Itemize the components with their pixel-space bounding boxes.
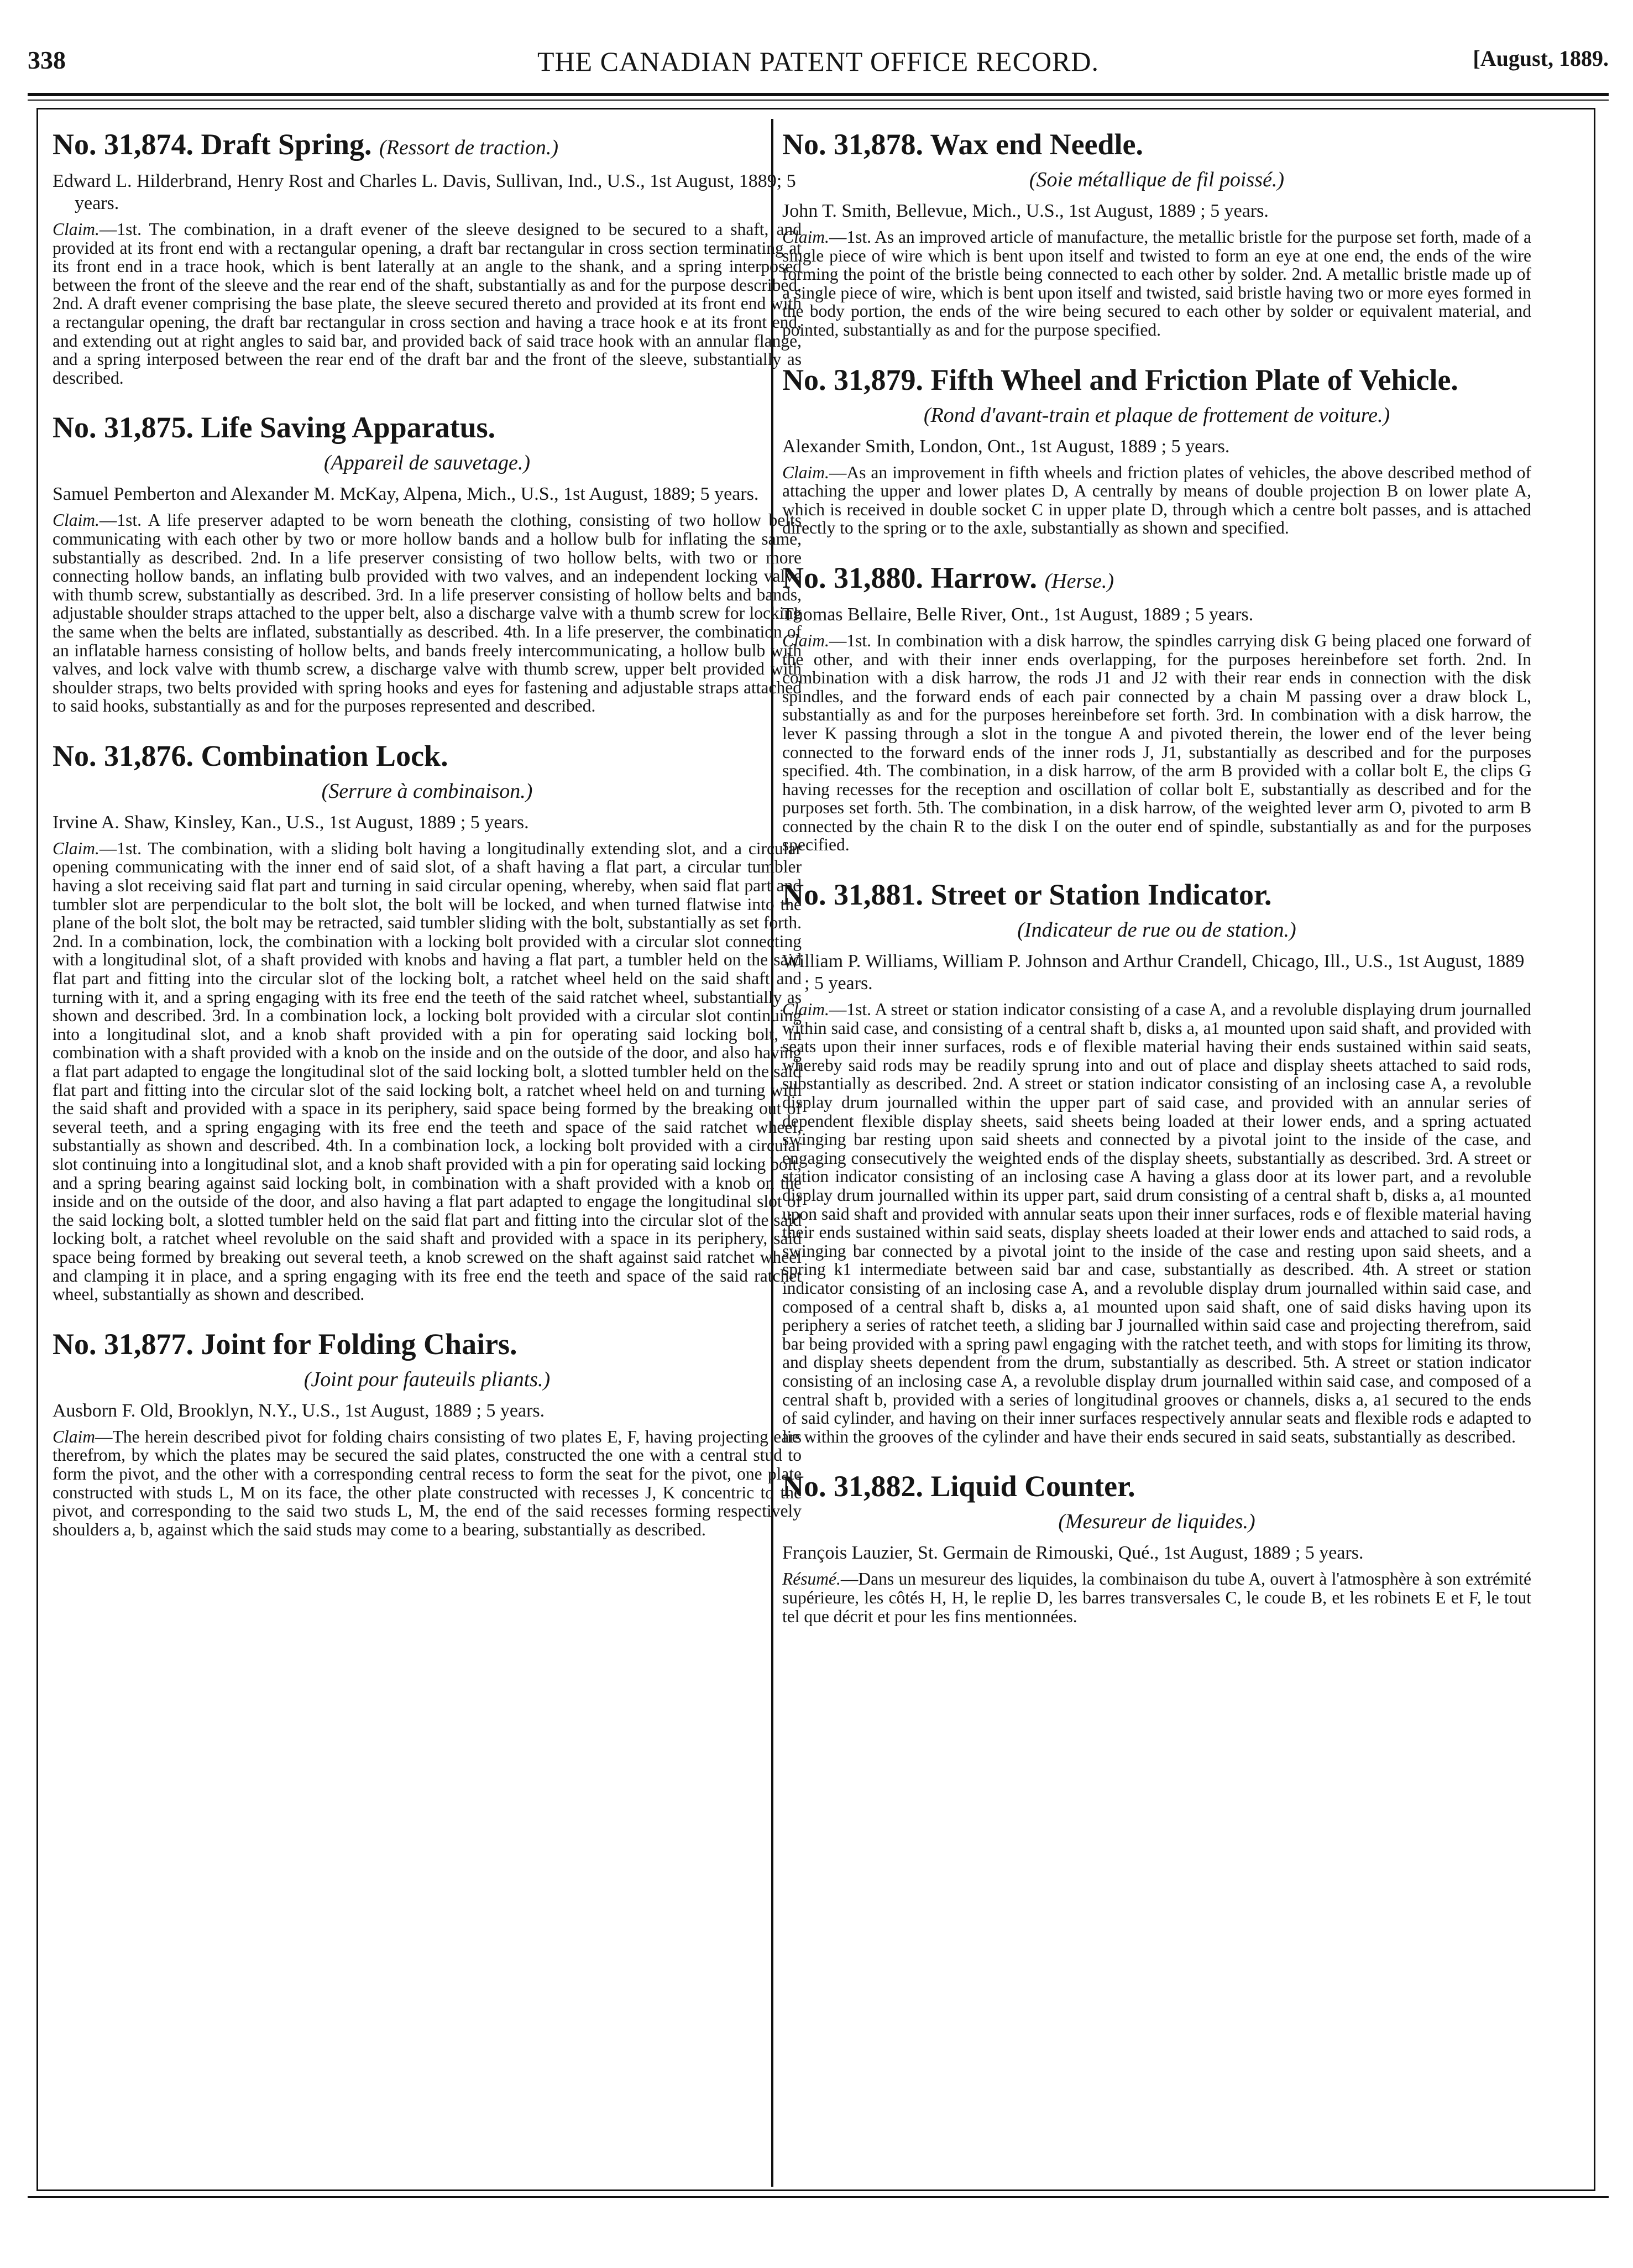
header-rule-thin [28, 100, 1609, 101]
patent-french-title: (Soie métallique de fil poissé.) [1029, 168, 1285, 191]
patent-title: No. 31,877. Joint for Folding Chairs. [53, 1327, 517, 1361]
patent-entry-31879 [782, 363, 1531, 537]
footer-rule [28, 2196, 1609, 2198]
patent-claim: Claim.—1st. A street or station indicator consisting of a case A, and a revoluble displaying drum journalled within said case, and consisting of a central shaft b, disks a, a1 mounted upon said shaft, and provided with seats upon their inner surfaces, rods e of flexible material having their ends sustained within said seats, whereby said rods may be readily sprung into and out of place and display sheets attached to said rods, substantially as described. 2nd. A street or station indicator consisting of an inclosing case A, a revoluble display drum journalled within the upper part of said case, and provided with an annular series of dependent flexible display sheets, said sheets being loaded at their lower ends, and a spring actuated swinging bar resting upon said sheets and connected by a pivotal joint to the inside of the case, and engaging consecutively the weighted ends of the display sheets, substantially as described. 3rd. A street or station indicator consisting of an inclosing case A having a glass door at its lower part, and a revoluble display drum journalled within its upper part, said drum consisting of a central shaft b, disks a, a1 mounted upon said shaft and provided with annular seats upon their inner surfaces, rods e of flexible material having their ends sustained within said seats, display sheets loaded at their lower ends and attached to said rods, a swinging bar connected by a pivotal joint to the inside of the case and resting upon said sheets, and a spring k1 intermediate between said bar and case, substantially as described. 4th. A street or station indicator consisting of an inclosing case A, and a revoluble display drum journalled within said case, and composed of a central shaft b, disks a, a1 mounted upon said shaft, one of said disks having upon its periphery a series of ratchet teeth, a sliding bar J journalled within said case and projecting therefrom, said bar being provided with a spring pawl engaging with the ratchet teeth, and with stops for limiting its throw, and display sheets dependent from the drum, substantially as described. 5th. A street or station indicator consisting of an inclosing case A, a revoluble display drum journalled within said case, and composed of a central shaft b, provided with a series of longitudinal grooves or channels, disks a, a1 secured to the ends of said cylinder, and having on their inner surfaces respectively annular seats and flexible rods e adapted to lie within the grooves of the cylinder and have their ends secured in said seats, substantially as described. [782, 1000, 1531, 1446]
header-rule-thick [28, 93, 1609, 96]
patent-inventor: François Lauzier, St. Germain de Rimouski, Qué., 1st August, 1889 ; 5 years. [782, 1543, 1364, 1564]
patent-inventor: Alexander Smith, London, Ont., 1st August, 1889 ; 5 years. [782, 436, 1230, 457]
patent-claim: Claim.—As an improvement in fifth wheels and friction plates of vehicles, the above described method of attaching the upper and lower plates D, A centrally by means of double projection B on lower plate A, which is received in double socket C in upper plate D, through which a centre bolt passes, and is attached directly to the spring or to the axle, substantially as shown and specified. [782, 462, 1531, 538]
patent-french-title: (Indicateur de rue ou de station.) [1017, 918, 1296, 942]
patent-french-title: (Serrure à combinaison.) [321, 779, 533, 803]
patent-title: No. 31,878. Wax end Needle. [782, 128, 1144, 161]
patent-inventor: Samuel Pemberton and Alexander M. McKay, Alpena, Mich., U.S., 1st August, 1889; 5 years. [53, 484, 759, 505]
patent-inventor: Edward L. Hilderbrand, Henry Rost and Charles L. Davis, Sullivan, Ind., U.S., 1st August, 1889; 5 years. [53, 171, 796, 213]
patent-title: No. 31,879. Fifth Wheel and Friction Plate of Vehicle. [782, 363, 1458, 396]
patent-title: No. 31,880. Harrow. (Herse.) [782, 561, 1114, 594]
patent-french-title: (Rond d'avant-train et plaque de frottement de voiture.) [923, 403, 1390, 427]
patent-french-title: (Ressort de traction.) [379, 136, 559, 159]
left-column [53, 127, 802, 2180]
patent-entry-31878 [782, 127, 1531, 339]
patent-french-title: (Joint pour fauteuils pliants.) [303, 1367, 551, 1391]
patent-entry-31882 [782, 1469, 1531, 1626]
patent-claim: Résumé.—Dans un mesureur des liquides, la combinaison du tube A, ouvert à l'atmosphère à son extrémité supérieure, les côtés H, H, le replie D, les barres transversales C, le coude B, et les robinets E et F, le tout tel que décrit et pour les fins mentionnées. [782, 1569, 1531, 1626]
patent-claim: Claim.—1st. The combination, with a sliding bolt having a longitudinally extending slot, and a circular opening communicating with the inner end of said slot, of a shaft having a flat part, a circular tumbler having a slot receiving said flat part and turning in said circular opening, whereby, when said flat part and tumbler slot are perpendicular to the bolt slot, the bolt will be locked, and when turned flatwise into the plane of the bolt slot, the bolt may be retracted, said tumbler sliding with the bolt, substantially as set forth. 2nd. In a combination, lock, the combination with a locking bolt provided with a circular slot connecting with a longitudinal slot, of a shaft provided with knobs and having a flat part, a tumbler held on the said flat part and fitting into the circular slot of the locking bolt, a ratchet wheel held on the said shaft and turning with it, and a spring engaging with its free end the teeth of the said ratchet wheel, substantially as shown and described. 3rd. In a combination lock, a locking bolt provided with a circular slot continuing into a longitudinal slot, and a knob shaft provided with a pin for operating said locking bolt, in combination with a shaft provided with a knob on the inside and on the outside of the door, and also having a flat part adapted to engage the longitudinal slot of the said locking bolt, a slotted tumbler held on the said flat part and fitting into the circular slot of the said locking bolt, a ratchet wheel held on and turning with the said shaft and provided with a space in its periphery, said space being formed by the breaking out of several teeth, and a spring engaging with its free end the teeth and space of the said ratchet wheel, substantially as shown and described. 4th. In a combination lock, a locking bolt provided with a circular slot continuing into a longitudinal slot, and a knob shaft provided with a pin for operating said locking bolt, and a spring bearing against said locking bolt, in combination with a shaft provided with a knob on the inside and on the outside of the door, and also having a flat part adapted to engage the longitudinal slot of the said locking bolt, a slotted tumbler held on the said flat part and fitting into the circular slot of the said locking bolt, a ratchet wheel revoluble on the said shaft and provided with a space in its periphery, said space being formed by breaking out several teeth, a knob screwed on the shaft against said ratchet wheel and clamping it in place, and a spring engaging with its free end the teeth and space of the said ratchet wheel, substantially as shown and described. [53, 838, 802, 1304]
right-column [782, 127, 1531, 2180]
patent-french-title: (Herse.) [1044, 569, 1114, 593]
patent-inventor: Thomas Bellaire, Belle River, Ont., 1st August, 1889 ; 5 years. [782, 604, 1254, 625]
patent-title: No. 31,876. Combination Lock. [53, 739, 448, 772]
page-number: 338 [28, 46, 66, 74]
patent-entry-31877 [53, 1327, 802, 1539]
patent-inventor: John T. Smith, Bellevue, Mich., U.S., 1st August, 1889 ; 5 years. [782, 201, 1269, 221]
patent-entry-31880 [782, 561, 1531, 854]
journal-title: THE CANADIAN PATENT OFFICE RECORD. [537, 46, 1100, 77]
patent-entry-31874 [53, 127, 802, 387]
patent-title: No. 31,875. Life Saving Apparatus. [53, 411, 496, 445]
page-header [28, 45, 1609, 84]
patent-inventor: Irvine A. Shaw, Kinsley, Kan., U.S., 1st August, 1889 ; 5 years. [53, 812, 529, 833]
patent-entry-31875 [53, 410, 802, 715]
patent-title: No. 31,874. Draft Spring. (Ressort de traction.) [53, 128, 559, 161]
patent-inventor: William P. Williams, William P. Johnson and Arthur Crandell, Chicago, Ill., U.S., 1st August, 1889 ; 5 years. [782, 951, 1525, 994]
patent-claim: Claim.—1st. The combination, in a draft evener of the sleeve designed to be secured to a shaft, and provided at its front end with a rectangular opening, a draft bar rectangular in cross section terminating at its front end in a trace hook, which is bent laterally at an angle to the shank, and a spring interposed between the front of the sleeve and the rear end of the shaft, substantially as and for the purpose described. 2nd. A draft evener comprising the base plate, the sleeve secured thereto and provided at its front end with a rectangular opening, the draft bar rectangular in cross section and having a trace hook e at its front end, and extending out at right angles to said bar, and provided back of said trace hook with an annular flange, and a spring interposed between the rear end of the draft bar and the front of the sleeve, substantially as described. [53, 220, 802, 388]
patent-claim: Claim.—1st. A life preserver adapted to be worn beneath the clothing, consisting of two hollow belts communicating with each other by two or more hollow bands and a hollow bulb for inflating the same, substantially as described. 2nd. In a life preserver consisting of two hollow belts, with two or more connecting hollow bands, an inflating bulb provided with two valves, and an independent locking valve with thumb screw, substantially as described. 3rd. In a life preserver consisting of hollow belts and bands, adjustable shoulder straps attached to the upper belt, also a discharge valve with a thumb screw for locking the same when the belts are inflated, substantially as described. 4th. In a life preserver, the combination of an inflatable harness consisting of hollow belts, and bands freely intercommunicating, a hollow bulb with valves, and lock valve with thumb screw, a discharge valve with thumb screw, upper belt provided with shoulder straps, two belts provided with spring hooks and eyes for fastening and adjustable straps attached to said hooks, substantially as and for the purposes represented and described. [53, 510, 802, 716]
patent-title: No. 31,881. Street or Station Indicator. [782, 878, 1272, 912]
patent-entry-31876 [53, 739, 802, 1304]
patent-claim: Claim.—1st. In combination with a disk harrow, the spindles carrying disk G being placed one forward of the other, and with their inner ends overlapping, for the purposes hereinbefore set forth. 2nd. In combination with a disk harrow, the rods J1 and J2 with their rear ends in connection with the disk spindles, and the forward ends of each pair connected by a chain M passing over a draw block L, substantially as and for the purposes hereinbefore set forth. 3rd. In combination with a disk harrow, the lever K passing through a slot in the tongue A and pivoted therein, the lower end of the lever being connected to the forward ends of the inner rods J, J1, substantially as described and for the purposes specified. 4th. The combination, in a disk harrow, of the arm B provided with a collar bolt E, the clips G having recesses for the reception and oscillation of collar bolt E, substantially as described and for the purposes set forth. 5th. The combination, in a disk harrow, of the weighted lever arm O, pivoted to arm B connected by the chain R to the disk I on the outer end of spindle, substantially as and for the purposes specified. [782, 630, 1531, 855]
patent-title: No. 31,882. Liquid Counter. [782, 1470, 1135, 1503]
patent-inventor: Ausborn F. Old, Brooklyn, N.Y., U.S., 1st August, 1889 ; 5 years. [53, 1400, 545, 1421]
issue-date: [August, 1889. [1473, 46, 1609, 71]
patent-claim: Claim—The herein described pivot for folding chairs consisting of two plates E, F, having projecting ears therefrom, by which the plates may be secured the said plates, constructed the one with a central stud to form the pivot, and the other with a corresponding central recess to form the seat for the pivot, one plate constructed with studs L, M on its face, the other plate constructed with recesses J, K concentric to the pivot, and corresponding to the said two studs L, M, the end of the said recesses forming respectively shoulders a, b, against which the said studs may come to a bearing, substantially as described. [53, 1426, 802, 1539]
patent-claim: Claim.—1st. As an improved article of manufacture, the metallic bristle for the purpose set forth, made of a single piece of wire which is bent upon itself and twisted to form an eye at one end, the ends of the wire forming the point of the bristle being connected to each other by solder. 2nd. A metallic bristle made up of a single piece of wire, which is bent upon itself and twisted, said bristle having two or more eyes formed in the body portion, the ends of the wire being secured to each other by solder or equivalent material, and pointed, substantially as and for the purpose specified. [782, 227, 1531, 339]
patent-french-title: (Appareil de sauvetage.) [323, 451, 531, 475]
patent-entry-31881 [782, 877, 1531, 1446]
patent-french-title: (Mesureur de liquides.) [1058, 1510, 1255, 1534]
